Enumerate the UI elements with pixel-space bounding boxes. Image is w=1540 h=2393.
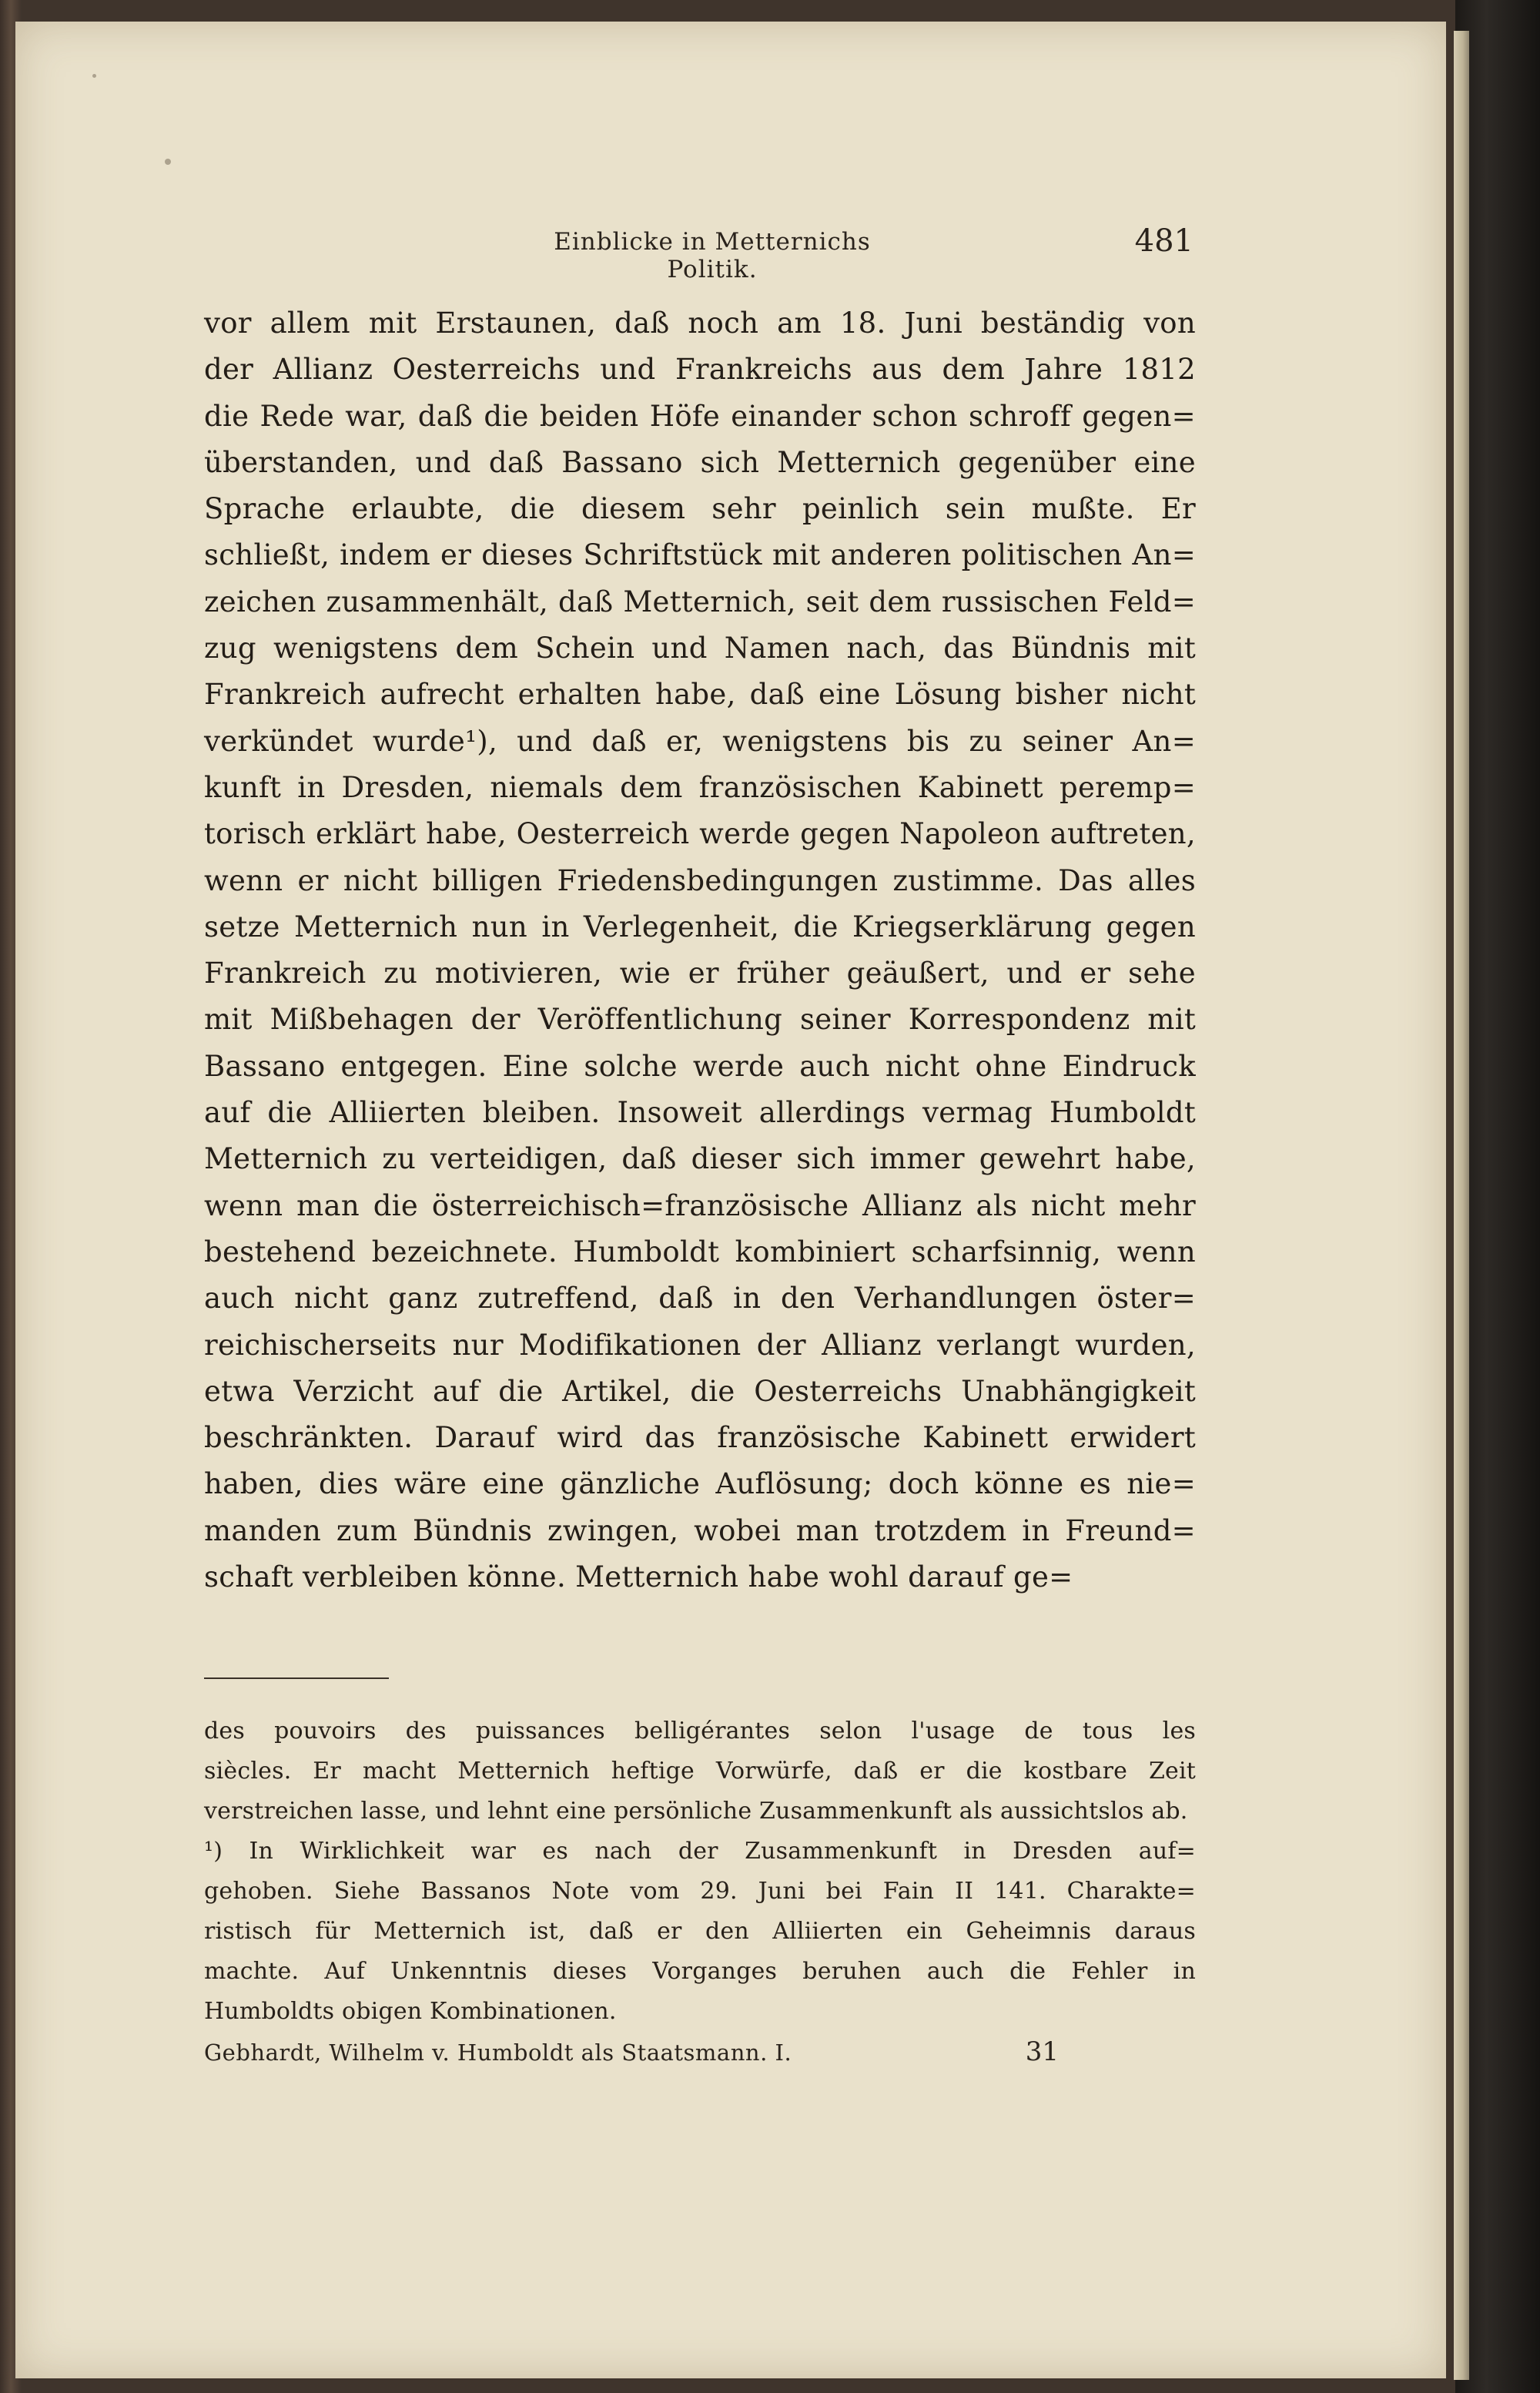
text-line: der Allianz Oesterreichs und Frankreichs aus dem Jahre 1812: [204, 353, 1196, 387]
footnote-line: Humboldts obigen Kombinationen.: [204, 1998, 617, 2025]
text-line: setze Metternich nun in Verlegenheit, die Kriegserklärung gegen: [204, 910, 1196, 943]
sheet-number: 31: [1025, 2036, 1059, 2067]
text-line: manden zum Bündnis zwingen, wobei man trotzdem in Freund=: [204, 1513, 1196, 1547]
text-line: zug wenigstens dem Schein und Namen nach, das Bündnis mit: [204, 632, 1196, 665]
paper-speck: [165, 159, 171, 165]
page-number: 481: [1134, 223, 1194, 259]
text-line: bestehend bezeichnete. Humboldt kombiniert scharfsinnig, wenn: [204, 1235, 1196, 1269]
text-line: schließt, indem er dieses Schriftstück mit anderen politischen An=: [204, 538, 1196, 572]
text-line: schaft verbleiben könne. Metternich habe wohl darauf ge=: [204, 1560, 1073, 1594]
footnote-rule: [204, 1677, 389, 1679]
footnotes: [204, 1711, 1196, 2032]
printer-signature: [204, 2036, 1059, 2078]
footnote-line: siècles. Er macht Metternich heftige Vorwürfe, daß er die kostbare Zeit: [204, 1758, 1196, 1785]
page-edge: [1454, 31, 1469, 2380]
footnote-line: machte. Auf Unkenntnis dieses Vorganges beruhen auch die Fehler in: [204, 1958, 1196, 1985]
text-line: zeichen zusammenhält, daß Metternich, seit dem russischen Feld=: [204, 585, 1196, 618]
text-line: überstanden, und daß Bassano sich Metternich gegenüber eine: [204, 445, 1196, 479]
text-line: Frankreich zu motivieren, wie er früher geäußert, und er sehe: [204, 957, 1196, 990]
text-line: mit Mißbehagen der Veröffentlichung seiner Korrespondenz mit: [204, 1003, 1196, 1037]
text-line: wenn er nicht billigen Friedensbedingungen zustimme. Das alles: [204, 863, 1196, 897]
signature-text: Gebhardt, Wilhelm v. Humboldt als Staatsmann. I.: [204, 2039, 792, 2066]
text-line: Bassano entgegen. Eine solche werde auch nicht ohne Eindruck: [204, 1049, 1196, 1083]
footnote-line: ¹) In Wirklichkeit war es nach der Zusammenkunft in Dresden auf=: [204, 1838, 1196, 1865]
text-line: Sprache erlaubte, die diesem sehr peinlich sein mußte. Er: [204, 492, 1196, 526]
text-line: beschränkten. Darauf wird das französische Kabinett erwidert: [204, 1421, 1196, 1455]
running-title: Einblicke in Metternichs Politik.: [554, 228, 871, 283]
text-line: etwa Verzicht auf die Artikel, die Oesterreichs Unabhängigkeit: [204, 1374, 1196, 1408]
text-line: Frankreich aufrecht erhalten habe, daß eine Lösung bisher nicht: [204, 678, 1196, 712]
text-line: die Rede war, daß die beiden Höfe einander schon schroff gegen=: [204, 399, 1196, 433]
text-line: auch nicht ganz zutreffend, daß in den Verhandlungen öster=: [204, 1282, 1196, 1315]
main-text: [204, 300, 1196, 1600]
text-line: Metternich zu verteidigen, daß dieser sich immer gewehrt habe,: [204, 1142, 1196, 1176]
text-line: wenn man die österreichisch=französische Allianz als nicht mehr: [204, 1188, 1196, 1222]
footnote-line: des pouvoirs des puissances belligérantes selon l'usage de tous les: [204, 1718, 1196, 1744]
text-line: reichischerseits nur Modifikationen der Allianz verlangt wurden,: [204, 1328, 1196, 1362]
text-line: torisch erklärt habe, Oesterreich werde gegen Napoleon auftreten,: [204, 817, 1196, 851]
text-line: kunft in Dresden, niemals dem französischen Kabinett peremp=: [204, 770, 1196, 804]
text-line: vor allem mit Erstaunen, daß noch am 18. Juni beständig von: [204, 307, 1196, 340]
text-line: auf die Alliierten bleiben. Insoweit allerdings vermag Humboldt: [204, 1096, 1196, 1130]
text-line: verkündet wurde¹), und daß er, wenigstens bis zu seiner An=: [204, 724, 1196, 758]
footnote-line: ristisch für Metternich ist, daß er den Alliierten ein Geheimnis daraus: [204, 1918, 1196, 1945]
footnote-line: gehoben. Siehe Bassanos Note vom 29. Juni bei Fain II 141. Charakte=: [204, 1878, 1196, 1905]
footnote-line: verstreichen lasse, und lehnt eine persönliche Zusammenkunft als aussichtslos ab.: [204, 1798, 1188, 1825]
page-header: [204, 223, 1194, 283]
paper-speck: [92, 74, 96, 78]
text-line: haben, dies wäre eine gänzliche Auflösung; doch könne es nie=: [204, 1467, 1196, 1501]
